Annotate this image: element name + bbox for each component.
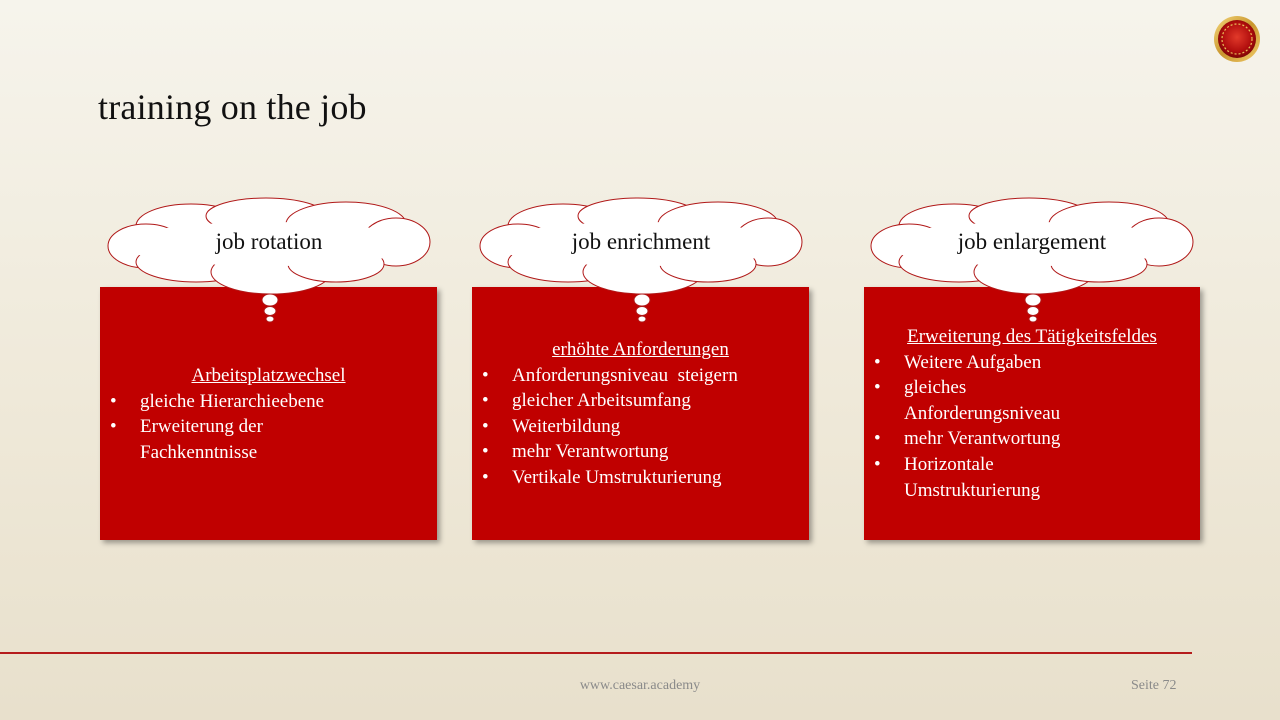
- box-heading: Arbeitsplatzwechsel: [191, 365, 346, 386]
- footer-url: www.caesar.academy: [579, 678, 701, 693]
- thought-cloud-job-enlargement: [869, 196, 1195, 326]
- page-number: Seite 72: [1131, 678, 1177, 693]
- cloud-shape-icon: [478, 196, 804, 326]
- footer-divider: [0, 652, 1192, 654]
- list-item: • Erweiterung der Fachkenntnisse: [100, 414, 290, 465]
- list-item: • Weitere Aufgaben: [864, 350, 1200, 376]
- cloud-label: job rotation: [215, 229, 323, 254]
- list-item: • Horizontale Umstrukturierung: [864, 452, 1084, 503]
- bullet-list: [472, 363, 809, 491]
- cloud-label: job enrichment: [571, 229, 711, 254]
- cloud-shape-icon: [869, 196, 1195, 326]
- bullet-list: [864, 350, 1200, 504]
- cloud-label: job enlargement: [957, 229, 1107, 254]
- box-heading: erhöhte Anforderungen: [552, 339, 729, 360]
- bullet-list: [100, 389, 437, 466]
- list-item: • gleiches Anforderungsniveau: [864, 375, 1104, 426]
- box-heading: Erweiterung des Tätigkeitsfeldes: [907, 326, 1157, 347]
- list-item: • Vertikale Umstrukturierung: [472, 465, 809, 491]
- thought-cloud-job-enrichment: [478, 196, 804, 326]
- list-item: • Weiterbildung: [472, 414, 809, 440]
- slide-title: training on the job: [98, 87, 367, 127]
- cloud-shape-icon: [106, 196, 432, 326]
- list-item: • mehr Verantwortung: [472, 439, 809, 465]
- list-item: • gleiche Hierarchieebene: [100, 389, 417, 415]
- list-item: • Anforderungsniveau steigern: [472, 363, 809, 389]
- caesar-emblem-logo: [1212, 14, 1262, 64]
- list-item: • mehr Verantwortung: [864, 426, 1200, 452]
- list-item: • gleicher Arbeitsumfang: [472, 388, 809, 414]
- thought-cloud-job-rotation: [106, 196, 432, 326]
